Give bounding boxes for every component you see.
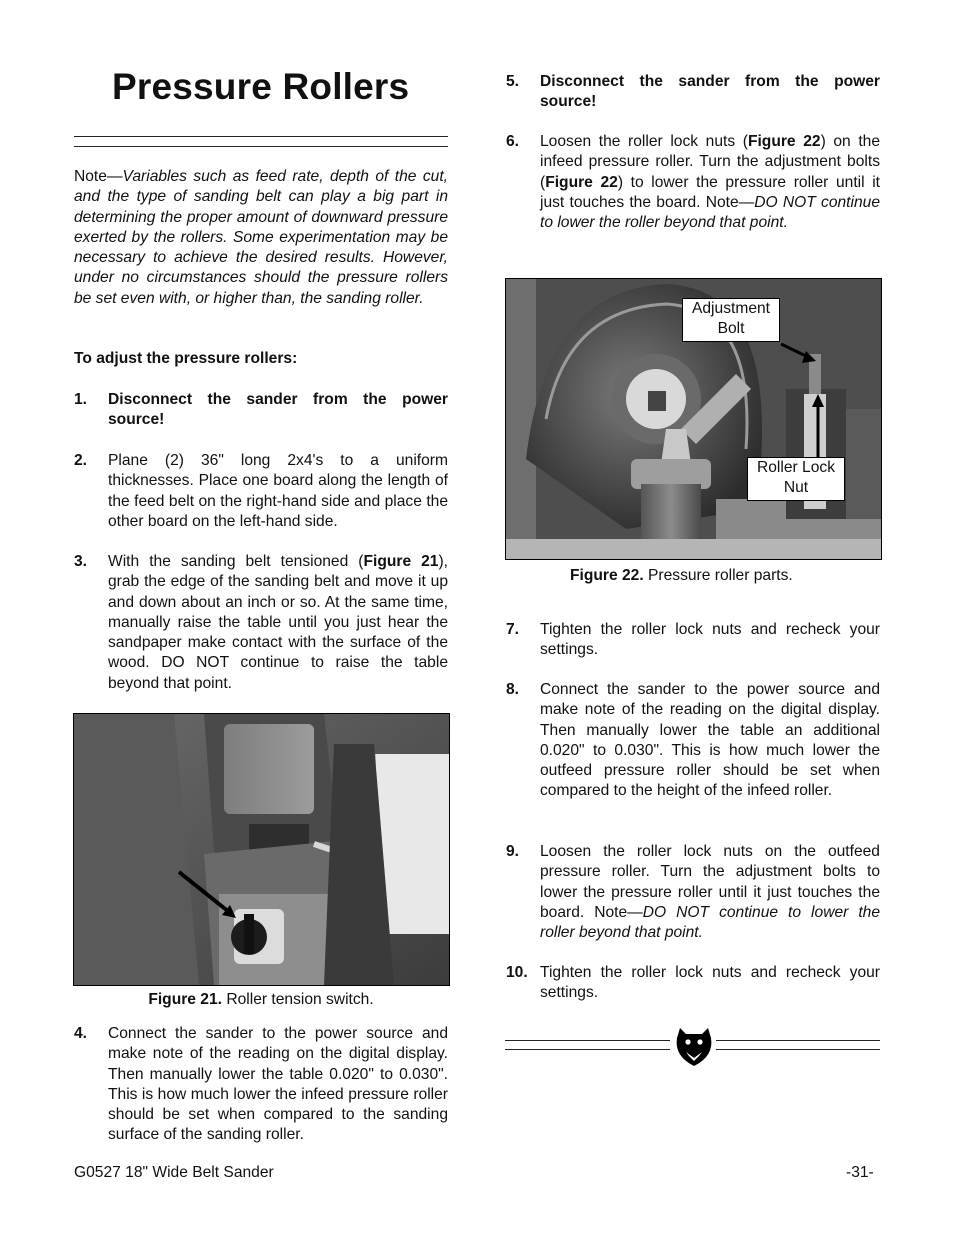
figure-reference: Figure 21 <box>363 553 439 570</box>
step-10 <box>506 963 880 1005</box>
step-9 <box>506 842 880 942</box>
step-number: 6. <box>506 133 520 150</box>
note-text: Variables such as feed rate, depth of the cut, and the type of sanding belt can play a big part in determining the proper amount of downward pressure exerted by the rollers. Some experimentation may be necessary to achieve the desired results. However, under no circumstances should the pressure rollers be set even with, or higher than, the sanding roller. <box>74 168 448 307</box>
step-text: Connect the sander to the power source and make note of the reading on the digital display. Then manually lower the table an additional 0.020" to 0.030". This is how much lower the outfeed pressure roller should be set when compared to the height of the infeed roller. <box>540 681 880 800</box>
divider-rule-left-bottom <box>505 1049 670 1050</box>
step-number: 9. <box>506 843 520 860</box>
figure-22-photo <box>505 278 882 560</box>
roller-tension-switch-illustration <box>74 714 449 985</box>
step-number: 3. <box>74 553 88 570</box>
step-text: Connect the sander to the power source and make note of the reading on the digital display. Then manually lower the table 0.020" to 0.030". This is how much lower the infeed pressure roller should be set when compared to the sanding surface of the sanding roller. <box>108 1025 448 1144</box>
step-text: Tighten the roller lock nuts and recheck your settings. <box>540 621 880 659</box>
step-text: With the sanding belt tensioned (Figure 21), grab the edge of the sanding belt and move it up and down about an inch or so. At the same time, manually raise the table until you just hear the sandpaper make contact with the surface of the wood. DO NOT continue to raise the table beyond that point. <box>108 553 448 692</box>
title-rule-top <box>74 136 448 137</box>
step-text: Loosen the roller lock nuts (Figure 22) on the infeed pressure roller. Turn the adjustment bolts (Figure 22) to lower the pressure roller until it just touches the board. Note—DO NOT continue to lower the roller beyond that point. <box>540 133 881 232</box>
page-title: Pressure Rollers <box>112 66 410 107</box>
figure-reference: Figure 22 <box>545 173 618 191</box>
step-number: 1. <box>74 391 88 408</box>
step-text: Tighten the roller lock nuts and recheck your settings. <box>540 964 880 1002</box>
step-text: Disconnect the sander from the power source! <box>108 391 448 429</box>
step-number: 8. <box>506 681 520 698</box>
note-paragraph <box>74 167 448 309</box>
step-number: 4. <box>74 1025 88 1042</box>
divider-rule-left-top <box>505 1040 670 1041</box>
subheading: To adjust the pressure rollers: <box>74 350 298 367</box>
step-text: Loosen the roller lock nuts on the outfeed pressure roller. Turn the adjustment bolts to lower the pressure roller until it just touches the board. Note—DO NOT continue to lower the roller beyond that point. <box>540 843 880 942</box>
step-7 <box>506 620 880 662</box>
step-3 <box>74 552 448 697</box>
divider-rule-right-bottom <box>716 1049 880 1050</box>
figure-21-photo <box>73 713 450 986</box>
caption-text: Pressure roller parts. <box>648 567 793 584</box>
page-number: -31- <box>846 1164 874 1181</box>
step-2 <box>74 451 448 535</box>
footer-left: G0527 18" Wide Belt Sander <box>74 1164 274 1181</box>
bear-logo-icon <box>674 1024 714 1068</box>
step-text: Plane (2) 36" long 2x4's to a uniform thicknesses. Place one board along the length of the feed belt on the right-hand side and place the other board on the left-hand side. <box>108 452 448 530</box>
step-number: 10. <box>506 964 528 981</box>
step-1 <box>74 390 448 432</box>
step-5 <box>506 72 880 114</box>
divider-rule-right-top <box>716 1040 880 1041</box>
step-number: 7. <box>506 621 520 638</box>
callout-adjustment-bolt: Adjustment Bolt <box>682 298 780 342</box>
step-text: Disconnect the sander from the power source! <box>540 73 880 111</box>
figure-label: Figure 21. <box>148 991 222 1008</box>
step-number: 5. <box>506 73 520 90</box>
figure-21-caption <box>74 990 448 1010</box>
step-4 <box>74 1024 448 1149</box>
step-8 <box>506 680 880 825</box>
figure-reference: Figure 22 <box>747 133 821 150</box>
note-label: Note— <box>74 168 123 185</box>
caption-text: Roller tension switch. <box>226 991 374 1008</box>
figure-label: Figure 22. <box>570 567 644 584</box>
step-6 <box>506 132 880 257</box>
title-rule-bottom <box>74 146 448 147</box>
step-number: 2. <box>74 452 88 469</box>
callout-roller-lock-nut: Roller Lock Nut <box>747 457 845 501</box>
